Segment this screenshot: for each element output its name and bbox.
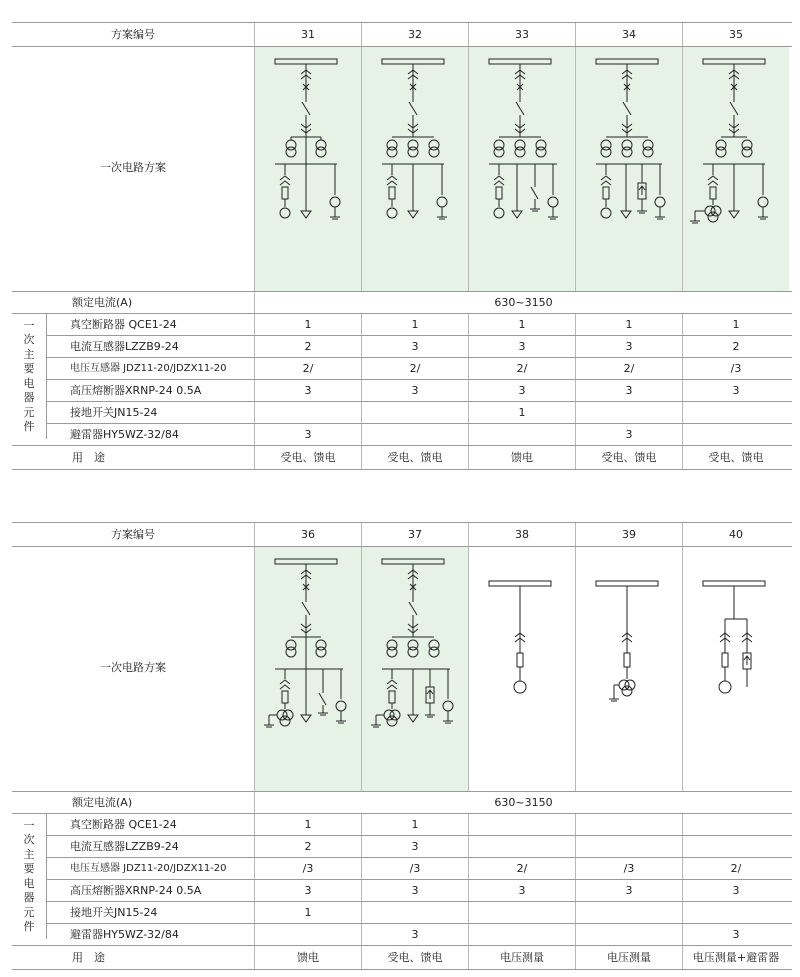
rated-current-value: 630~3150: [254, 792, 792, 813]
circuit-diagram-37: [361, 547, 468, 791]
circuit-diagram-36: [254, 547, 361, 791]
component-row: 高压熔断器XRNP-24 0.5A 3 3 3 3 3: [12, 880, 792, 902]
usage-label: 用 途: [72, 451, 105, 464]
scheme-number: 39: [575, 523, 682, 546]
diagram-label: 一次电路方案: [100, 161, 166, 174]
circuit-diagram-40: [682, 547, 789, 791]
component-row: 电压互感器 JDZ11-20/JDZX11-20 /3 /3 2/ /3 2/: [12, 858, 792, 880]
circuit-diagram-31: [254, 47, 361, 291]
scheme-number: 36: [254, 523, 361, 546]
component-row: 接地开关JN15-24 1: [12, 402, 792, 424]
rated-current-label: 额定电流(A): [72, 796, 133, 809]
component-row: 电压互感器 JDZ11-20/JDZX11-20 2/ 2/ 2/ 2/ /3: [12, 358, 792, 380]
scheme-table-2: [12, 522, 792, 970]
scheme-number: 34: [575, 23, 682, 46]
components-vertical-label: 一 次 主 要 电 器 元 件: [12, 314, 47, 439]
scheme-number: 31: [254, 23, 361, 46]
component-name: 真空断路器 QCE1-24: [70, 318, 177, 331]
component-row: 避雷器HY5WZ-32/84 3 3: [12, 424, 792, 446]
scheme-number: 40: [682, 523, 789, 546]
component-name: 电流互感器LZZB9-24: [70, 840, 179, 853]
component-name: 电流互感器LZZB9-24: [70, 340, 179, 353]
component-name: 避雷器HY5WZ-32/84: [70, 928, 179, 941]
component-name: 电压互感器 JDZ11-20/JDZX11-20: [70, 362, 227, 374]
components-vertical-label: 一 次 主 要 电 器 元 件: [12, 814, 47, 939]
usage-row: 用 途 受电、馈电 受电、馈电 馈电 受电、馈电 受电、馈电: [12, 446, 792, 470]
component-row: 接地开关JN15-24 1: [12, 902, 792, 924]
circuit-diagram-35: [682, 47, 789, 291]
component-row: 避雷器HY5WZ-32/84 3 3: [12, 924, 792, 946]
circuit-diagram-39: [575, 547, 682, 791]
component-row: 电流互感器LZZB9-24 2 3: [12, 836, 792, 858]
header-row: [12, 523, 792, 547]
component-name: 电压互感器 JDZ11-20/JDZX11-20: [70, 862, 227, 874]
component-name: 接地开关JN15-24: [70, 906, 158, 919]
rated-current-row: [12, 792, 792, 814]
header-label: 方案编号: [111, 28, 155, 41]
rated-current-row: [12, 292, 792, 314]
components-block: [12, 314, 792, 446]
scheme-number: 37: [361, 523, 468, 546]
diagram-row: [12, 47, 792, 292]
circuit-diagram-33: [468, 47, 575, 291]
component-row: 电流互感器LZZB9-24 2 3 3 3 2: [12, 336, 792, 358]
components-block: [12, 814, 792, 946]
rated-current-label: 额定电流(A): [72, 296, 133, 309]
circuit-diagram-32: [361, 47, 468, 291]
component-name: 避雷器HY5WZ-32/84: [70, 428, 179, 441]
usage-row: 用 途 馈电 受电、馈电 电压测量 电压测量 电压测量+避雷器: [12, 946, 792, 970]
rated-current-value: 630~3150: [254, 292, 792, 313]
component-name: 接地开关JN15-24: [70, 406, 158, 419]
header-label: 方案编号: [111, 528, 155, 541]
usage-label: 用 途: [72, 951, 105, 964]
circuit-diagram-34: [575, 47, 682, 291]
scheme-number: 33: [468, 23, 575, 46]
diagram-row: [12, 547, 792, 792]
header-row: [12, 23, 792, 47]
scheme-table-1: [12, 22, 792, 470]
component-name: 高压熔断器XRNP-24 0.5A: [70, 384, 202, 397]
component-row: 真空断路器 QCE1-24 1 1: [12, 814, 792, 836]
component-name: 高压熔断器XRNP-24 0.5A: [70, 884, 202, 897]
scheme-number: 38: [468, 523, 575, 546]
circuit-diagram-38: [468, 547, 575, 791]
component-row: 真空断路器 QCE1-24 1 1 1 1 1: [12, 314, 792, 336]
scheme-number: 35: [682, 23, 789, 46]
component-row: 高压熔断器XRNP-24 0.5A 3 3 3 3 3: [12, 380, 792, 402]
component-name: 真空断路器 QCE1-24: [70, 818, 177, 831]
scheme-number: 32: [361, 23, 468, 46]
diagram-label: 一次电路方案: [100, 661, 166, 674]
